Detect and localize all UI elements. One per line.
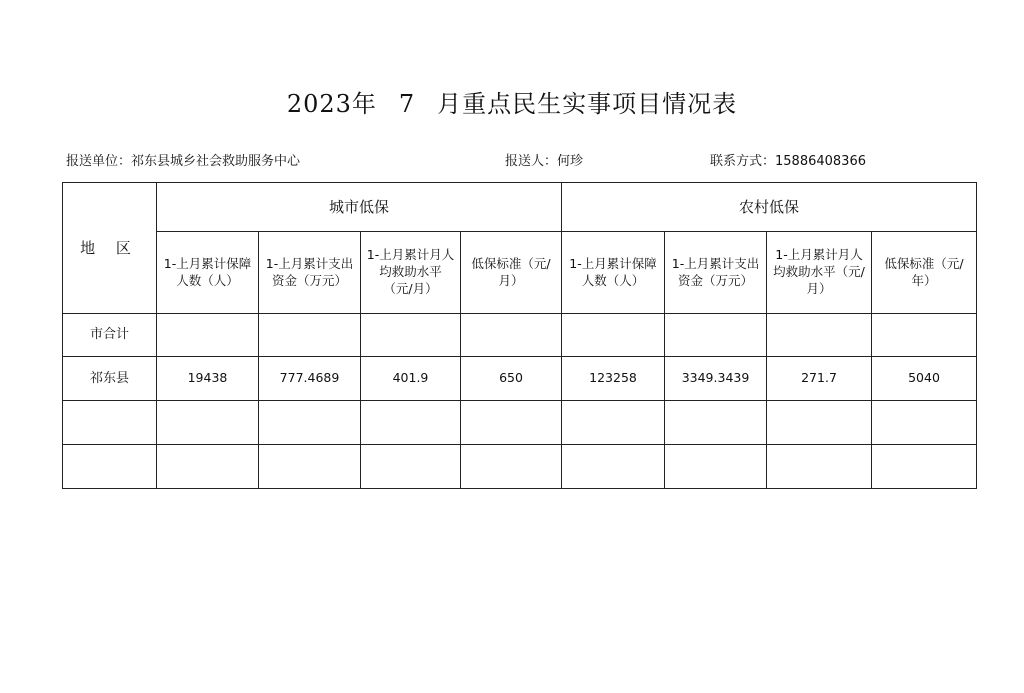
table-cell (562, 445, 665, 489)
region-header: 地 区 (63, 183, 157, 314)
header-row-groups (63, 183, 977, 232)
reporter: 报送人：何珍 (505, 154, 584, 169)
table-cell: 19438 (157, 357, 259, 401)
table-cell: 271.7 (767, 357, 872, 401)
table-cell (665, 445, 767, 489)
table-cell (157, 445, 259, 489)
table-cell (665, 314, 767, 357)
table-cell (562, 401, 665, 445)
table-cell (562, 314, 665, 357)
table-cell (361, 314, 461, 357)
table-row (63, 445, 977, 489)
table-cell (872, 401, 977, 445)
column-header: 低保标准（元/年） (872, 232, 977, 314)
region-cell: 市合计 (63, 314, 157, 357)
table-cell (461, 401, 562, 445)
column-header: 1-上月累计支出资金（万元） (259, 232, 361, 314)
column-header: 1-上月累计保障人数（人） (562, 232, 665, 314)
report-table (62, 182, 977, 489)
table-cell: 650 (461, 357, 562, 401)
reporting-unit: 报送单位：祁东县城乡社会救助服务中心 (66, 154, 301, 169)
contact-info: 联系方式：15886408366 (710, 154, 866, 169)
table-cell (361, 401, 461, 445)
title-month: 7 (398, 90, 416, 118)
header-row-columns (63, 232, 977, 314)
table-cell: 3349.3439 (665, 357, 767, 401)
region-cell: 祁东县 (63, 357, 157, 401)
rural-header: 农村低保 (562, 183, 977, 232)
title-year: 2023年 (286, 90, 377, 118)
table-cell: 123258 (562, 357, 665, 401)
urban-header: 城市低保 (157, 183, 562, 232)
table-row (63, 314, 977, 357)
table-cell (767, 314, 872, 357)
title-suffix: 月重点民生实事项目情况表 (437, 90, 738, 118)
table-cell (259, 445, 361, 489)
table-cell (259, 314, 361, 357)
column-header: 1-上月累计月人均救助水平（元/月） (767, 232, 872, 314)
table-cell (767, 445, 872, 489)
table-cell (461, 445, 562, 489)
column-header: 1-上月累计月人均救助水平（元/月） (361, 232, 461, 314)
table-cell (872, 445, 977, 489)
column-header: 1-上月累计支出资金（万元） (665, 232, 767, 314)
table-cell (872, 314, 977, 357)
table-cell (259, 401, 361, 445)
table-cell: 5040 (872, 357, 977, 401)
table-cell (767, 401, 872, 445)
table-cell (361, 445, 461, 489)
column-header: 1-上月累计保障人数（人） (157, 232, 259, 314)
table-cell (157, 314, 259, 357)
table-cell (665, 401, 767, 445)
table-cell (461, 314, 562, 357)
table-row (63, 401, 977, 445)
column-header: 低保标准（元/月） (461, 232, 562, 314)
region-cell (63, 401, 157, 445)
page-title (0, 84, 1024, 119)
table-cell: 401.9 (361, 357, 461, 401)
table-cell (157, 401, 259, 445)
table-row (63, 357, 977, 401)
table-cell: 777.4689 (259, 357, 361, 401)
region-cell (63, 445, 157, 489)
